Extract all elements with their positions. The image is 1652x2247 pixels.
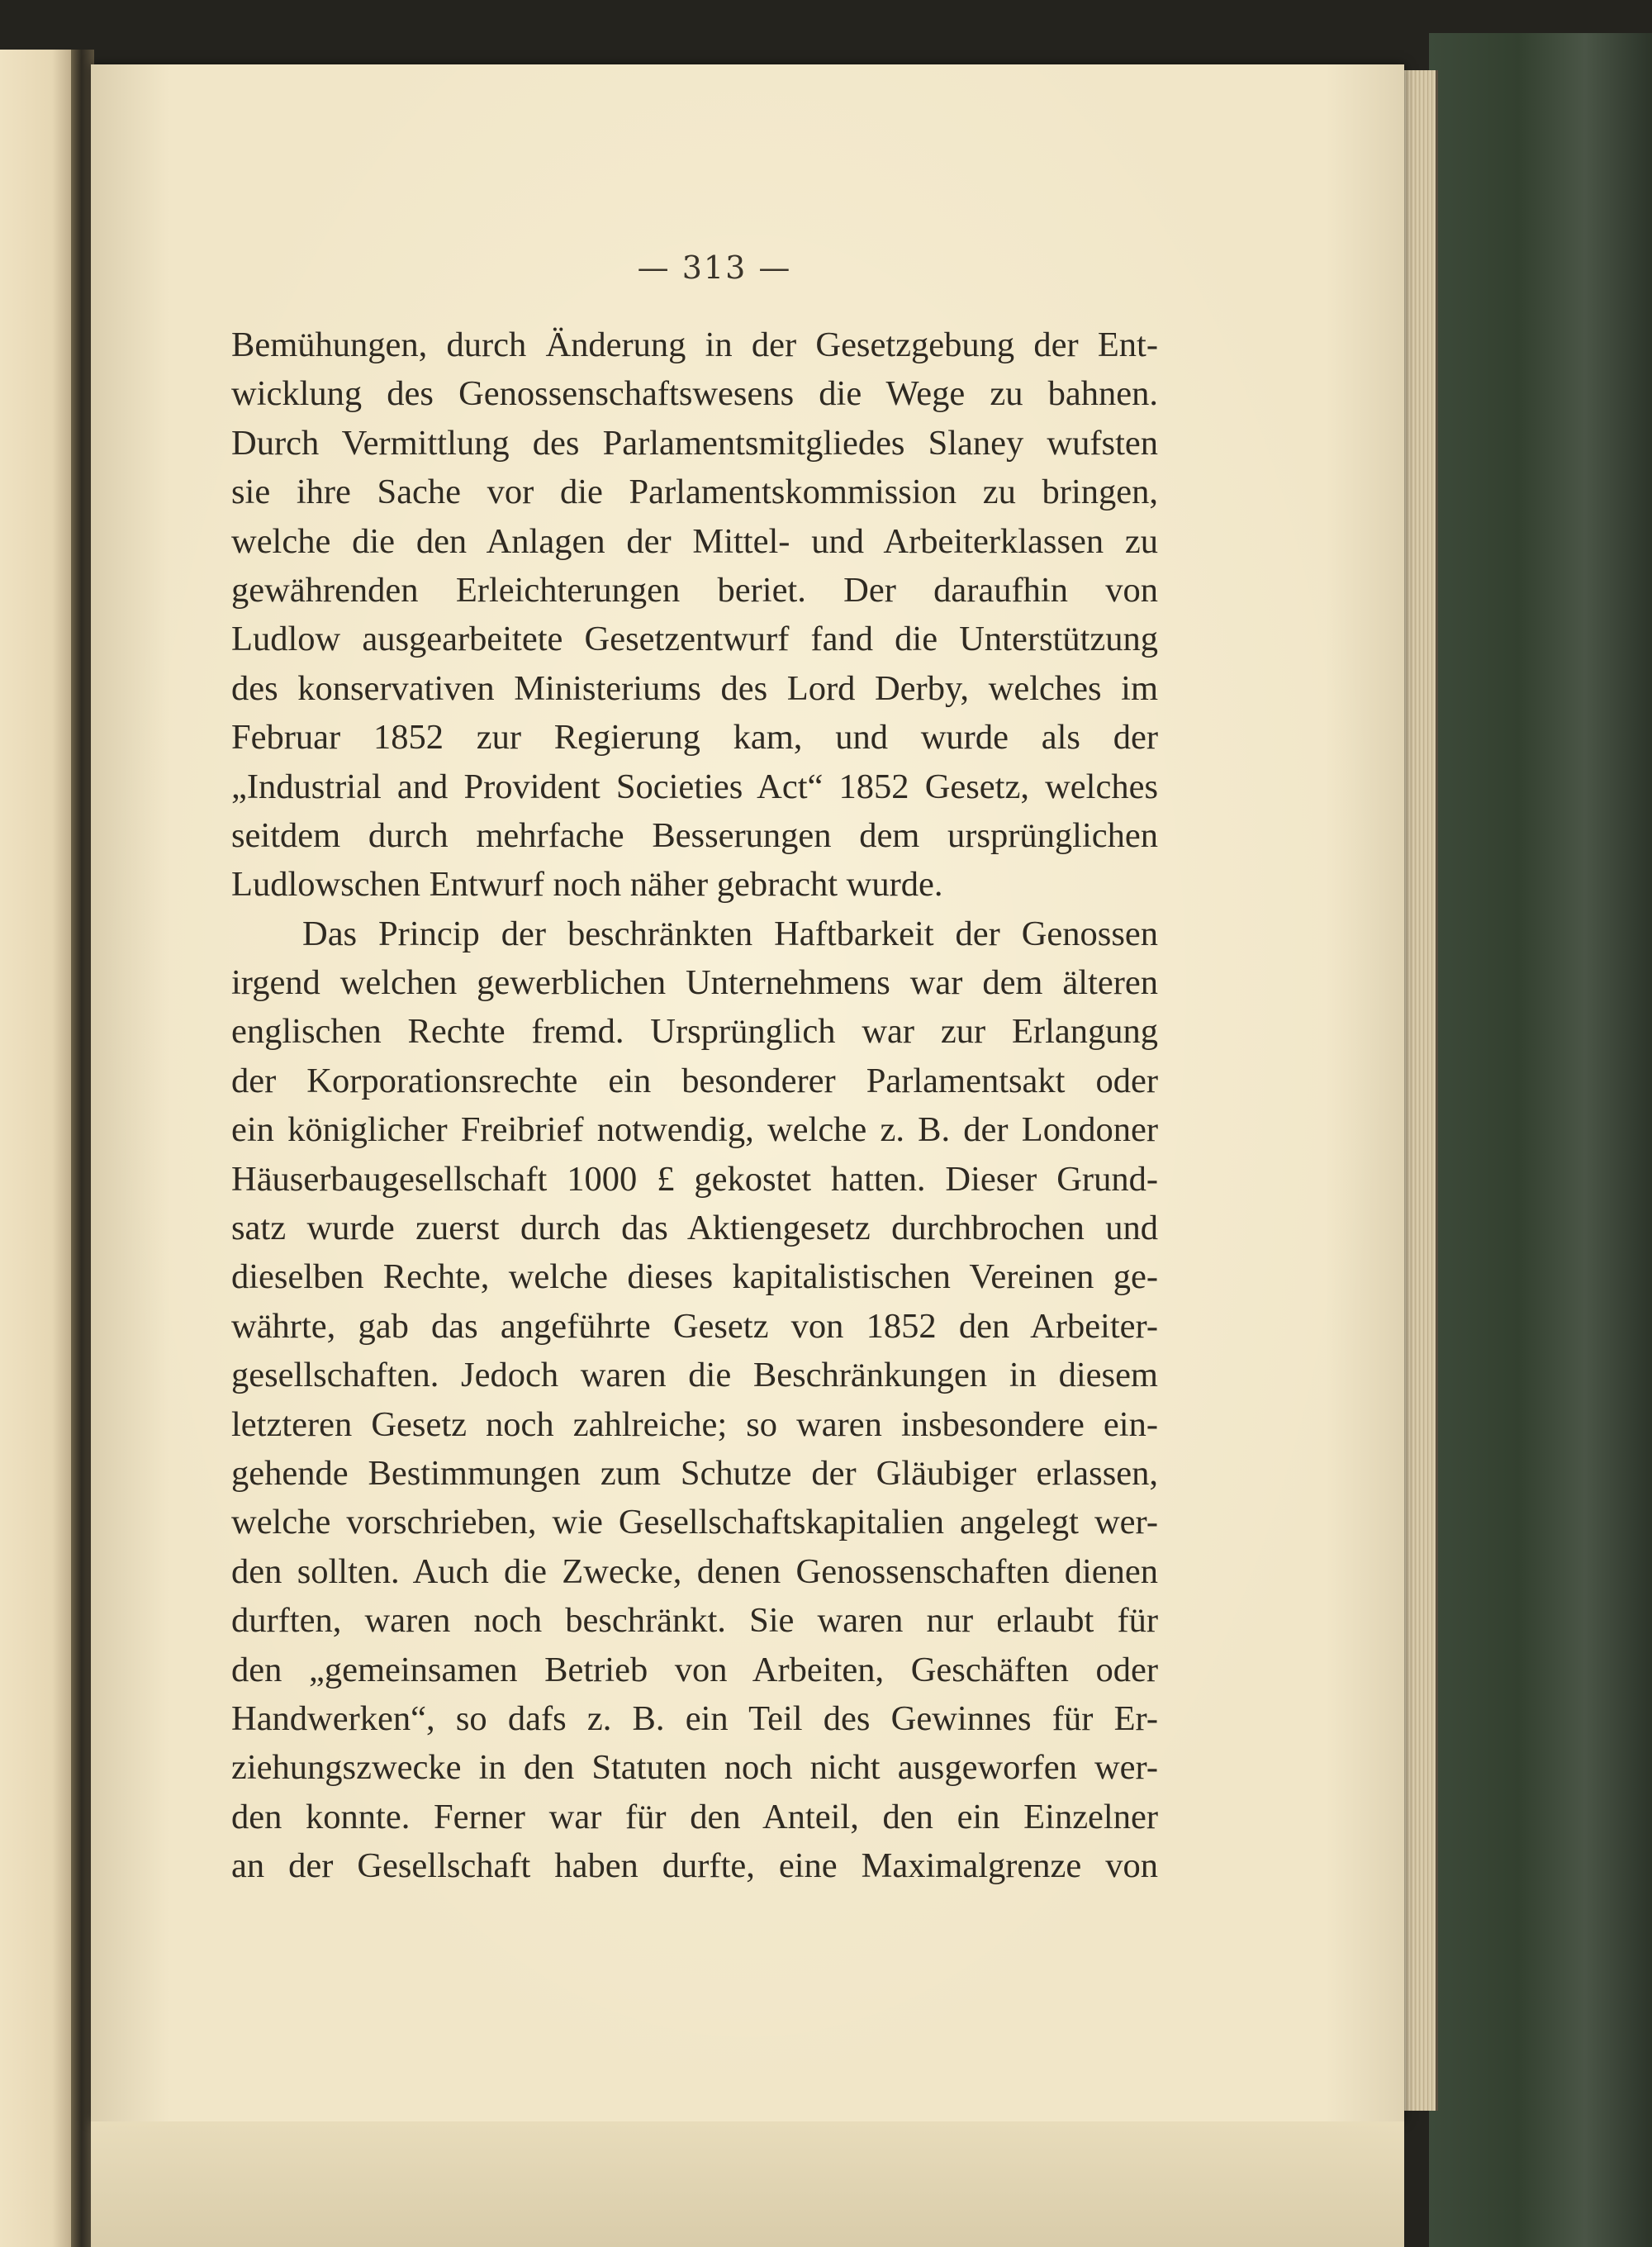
text-line: satz wurde zuerst durch das Aktiengesetz durchbrochen und xyxy=(231,1209,1158,1248)
page-number: — 313 — xyxy=(637,249,792,286)
page-bottom-margin xyxy=(91,2121,1404,2247)
text-line: wicklung des Genossenschaftswesens die Wege zu bahnen. xyxy=(231,374,1158,414)
text-line: Bemühungen, durch Änderung in der Gesetzgebung der Ent- xyxy=(231,325,1158,364)
text-line: den konnte. Ferner war für den Anteil, den ein Einzelner xyxy=(231,1797,1158,1836)
text-line: Handwerken“, so dafs z. B. ein Teil des Gewinnes für Er- xyxy=(231,1698,1158,1738)
body-text xyxy=(231,321,1158,1891)
text-line: letzteren Gesetz noch zahlreiche; so waren insbesondere ein- xyxy=(231,1404,1158,1444)
text-line: ein königlicher Freibrief notwendig, welche z. B. der Londoner xyxy=(231,1110,1158,1150)
text-line: welche vorschrieben, wie Gesellschaftskapitalien angelegt wer- xyxy=(231,1503,1158,1542)
text-line: englischen Rechte fremd. Ursprünglich war zur Erlangung xyxy=(231,1012,1158,1052)
text-line: an der Gesellschaft haben durfte, eine Maximalgrenze von xyxy=(231,1846,1158,1886)
text-line: seitdem durch mehrfache Besserungen dem ursprünglichen xyxy=(231,815,1158,855)
previous-page-edge xyxy=(0,50,74,2247)
text-line: Februar 1852 zur Regierung kam, und wurde als der xyxy=(231,718,1158,758)
text-line: Das Princip der beschränkten Haftbarkeit der Genossen xyxy=(302,914,1158,953)
text-line: gehende Bestimmungen zum Schutze der Gläubiger erlassen, xyxy=(231,1453,1158,1493)
text-line: Durch Vermittlung des Parlamentsmitgliedes Slaney wufsten xyxy=(231,423,1158,463)
text-line: ziehungszwecke in den Statuten noch nicht ausgeworfen wer- xyxy=(231,1748,1158,1788)
text-line: Ludlowschen Entwurf noch näher gebracht wurde. xyxy=(231,865,943,905)
text-line: „Industrial and Provident Societies Act“ 1852 Gesetz, welches xyxy=(231,767,1158,806)
text-line: gesellschaften. Jedoch waren die Beschränkungen in diesem xyxy=(231,1356,1158,1395)
text-line: durften, waren noch beschränkt. Sie waren nur erlaubt für xyxy=(231,1601,1158,1641)
book-cover xyxy=(1429,33,1652,2247)
text-line: den „gemeinsamen Betrieb von Arbeiten, Geschäften oder xyxy=(231,1650,1158,1689)
text-line: Ludlow ausgearbeitete Gesetzentwurf fand die Unterstützung xyxy=(231,620,1158,659)
text-line: der Korporationsrechte ein besonderer Parlamentsakt oder xyxy=(231,1061,1158,1100)
text-line: gewährenden Erleichterungen beriet. Der daraufhin von xyxy=(231,570,1158,610)
text-line: dieselben Rechte, welche dieses kapitalistischen Vereinen ge- xyxy=(231,1257,1158,1297)
paragraph-2 xyxy=(231,910,1158,1891)
text-line: den sollten. Auch die Zwecke, denen Genossenschaften dienen xyxy=(231,1551,1158,1591)
text-line: Häuserbaugesellschaft 1000 £ gekostet hatten. Dieser Grund- xyxy=(231,1159,1158,1199)
text-line: sie ihre Sache vor die Parlamentskommission zu bringen, xyxy=(231,473,1158,512)
paragraph-1 xyxy=(231,321,1158,910)
text-line: des konservativen Ministeriums des Lord Derby, welches im xyxy=(231,668,1158,708)
text-line: welche die den Anlagen der Mittel- und Arbeiterklassen zu xyxy=(231,521,1158,561)
text-line: währte, gab das angeführte Gesetz von 1852 den Arbeiter- xyxy=(231,1306,1158,1346)
text-line: irgend welchen gewerblichen Unternehmens war dem älteren xyxy=(231,963,1158,1003)
